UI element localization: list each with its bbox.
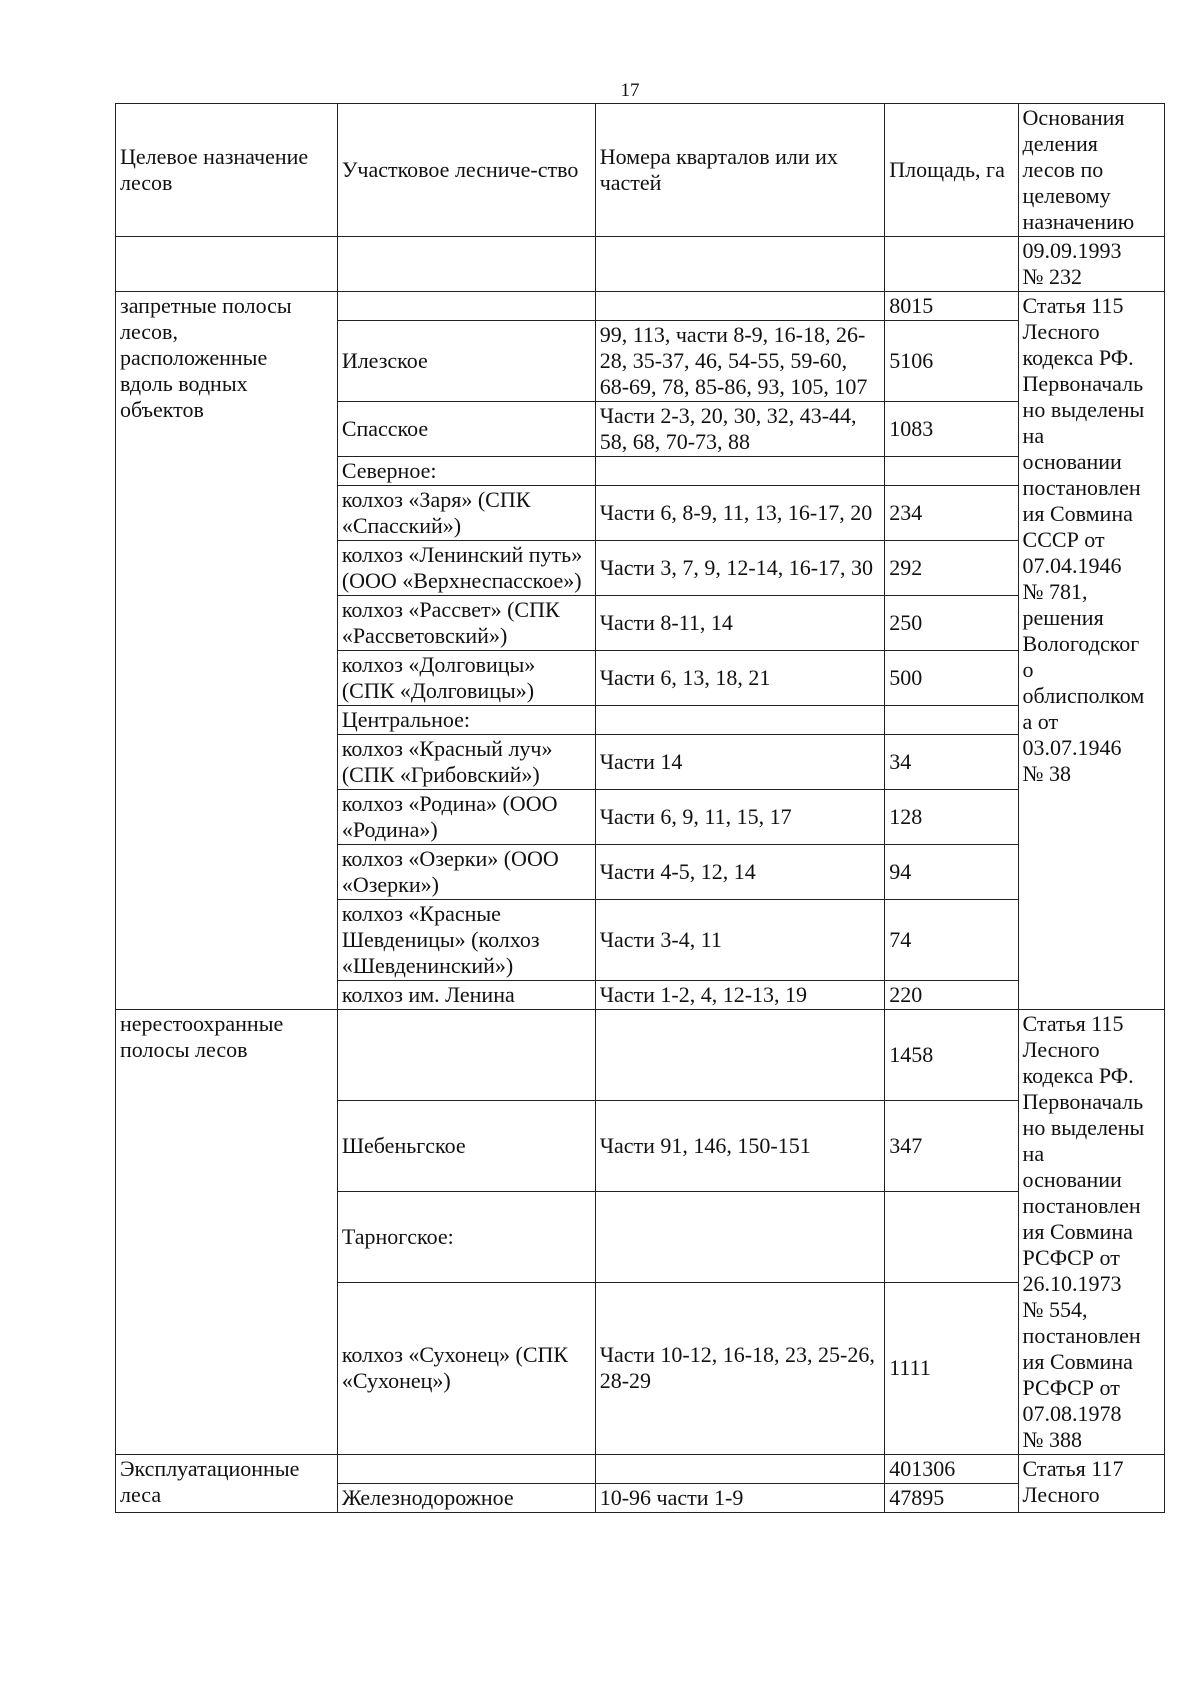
quarters-cell: Части 6, 8-9, 11, 13, 16-17, 20: [595, 486, 885, 541]
forestry-cell: Центральное:: [337, 706, 595, 735]
area-cell: 234: [885, 486, 1018, 541]
continuation-basis: 09.09.1993 № 232: [1018, 237, 1164, 292]
forestry-cell: Северное:: [337, 457, 595, 486]
continuation-empty: [337, 237, 595, 292]
table-header-row: [116, 104, 1165, 237]
continuation-empty: [595, 237, 885, 292]
forest-purpose-table: [115, 103, 1165, 1513]
area-cell: 1083: [885, 402, 1018, 457]
quarters-cell: Части 2-3, 20, 30, 32, 43-44, 58, 68, 70-73, 88: [595, 402, 885, 457]
quarters-cell: Части 8-11, 14: [595, 596, 885, 651]
area-cell: 250: [885, 596, 1018, 651]
quarters-cell: Части 14: [595, 735, 885, 790]
forestry-cell: колхоз «Родина» (ООО «Родина»): [337, 790, 595, 845]
quarters-cell: Части 6, 9, 11, 15, 17: [595, 790, 885, 845]
area-cell: 500: [885, 651, 1018, 706]
quarters-cell: [595, 706, 885, 735]
section-basis: Статья 115 Лесного кодекса РФ. Первоначаль но выделены на основании постановлен ия Совмина СССР от 07.04.1946 № 781, решения Вологодског о облисполком а от 03.07.1946 № 38: [1018, 292, 1164, 1010]
header-basis: Основания деления лесов по целевому назначению: [1018, 104, 1164, 237]
quarters-cell: Части 10-12, 16-18, 23, 25-26, 28-29: [595, 1282, 885, 1454]
forestry-cell: Спасское: [337, 402, 595, 457]
forestry-cell: колхоз «Заря» (СПК «Спасский»): [337, 486, 595, 541]
header-purpose: Целевое назначение лесов: [116, 104, 338, 237]
total-quarters-empty: [595, 1455, 885, 1484]
section-purpose: запретные полосы лесов, расположенные вдоль водных объектов: [116, 292, 338, 1010]
area-cell: [885, 706, 1018, 735]
forestry-cell: колхоз им. Ленина: [337, 981, 595, 1010]
total-quarters-empty: [595, 292, 885, 321]
area-cell: 347: [885, 1100, 1018, 1191]
area-cell: [885, 1191, 1018, 1282]
area-cell: 47895: [885, 1484, 1018, 1513]
forestry-cell: колхоз «Ленинский путь» (ООО «Верхнеспасское»): [337, 541, 595, 596]
section-purpose: нерестоохранные полосы лесов: [116, 1010, 338, 1455]
quarters-cell: Части 91, 146, 150-151: [595, 1100, 885, 1191]
section-total-area: 1458: [885, 1010, 1018, 1101]
page-number: 17: [620, 80, 640, 101]
forestry-cell: Железнодорожное: [337, 1484, 595, 1513]
section-purpose: Эксплуатационные леса: [116, 1455, 338, 1513]
forestry-cell: Шебеньгское: [337, 1100, 595, 1191]
area-cell: 5106: [885, 321, 1018, 402]
area-cell: 220: [885, 981, 1018, 1010]
section-basis: Статья 115 Лесного кодекса РФ. Первоначаль но выделены на основании постановлен ия Совмина РСФСР от 26.10.1973 № 554, постановлен ия Совмина РСФСР от 07.08.1978 № 388: [1018, 1010, 1164, 1455]
forestry-cell: Тарногское:: [337, 1191, 595, 1282]
forestry-cell: колхоз «Красный луч» (СПК «Грибовский»): [337, 735, 595, 790]
forestry-cell: колхоз «Рассвет» (СПК «Рассветовский»): [337, 596, 595, 651]
header-area: Площадь, га: [885, 104, 1018, 237]
section-total-area: 8015: [885, 292, 1018, 321]
section-total-row: [116, 1455, 1165, 1484]
quarters-cell: [595, 1191, 885, 1282]
forestry-cell: Илезское: [337, 321, 595, 402]
forestry-cell: колхоз «Красные Шевденицы» (колхоз «Шевденинский»): [337, 900, 595, 981]
total-forestry-empty: [337, 1010, 595, 1101]
quarters-cell: Части 3, 7, 9, 12-14, 16-17, 30: [595, 541, 885, 596]
continuation-row: [116, 237, 1165, 292]
header-quarters: Номера кварталов или их частей: [595, 104, 885, 237]
total-forestry-empty: [337, 292, 595, 321]
section-total-area: 401306: [885, 1455, 1018, 1484]
quarters-cell: Части 6, 13, 18, 21: [595, 651, 885, 706]
area-cell: 292: [885, 541, 1018, 596]
quarters-cell: [595, 457, 885, 486]
area-cell: 128: [885, 790, 1018, 845]
quarters-cell: Части 3-4, 11: [595, 900, 885, 981]
section-total-row: [116, 292, 1165, 321]
area-cell: 74: [885, 900, 1018, 981]
area-cell: [885, 457, 1018, 486]
quarters-cell: Части 1-2, 4, 12-13, 19: [595, 981, 885, 1010]
area-cell: 34: [885, 735, 1018, 790]
forestry-cell: колхоз «Долговицы» (СПК «Долговицы»): [337, 651, 595, 706]
forestry-cell: колхоз «Сухонец» (СПК «Сухонец»): [337, 1282, 595, 1454]
continuation-empty: [885, 237, 1018, 292]
section-total-row: [116, 1010, 1165, 1101]
total-forestry-empty: [337, 1455, 595, 1484]
area-cell: 1111: [885, 1282, 1018, 1454]
continuation-empty: [116, 237, 338, 292]
header-forestry: Участковое лесниче-ство: [337, 104, 595, 237]
area-cell: 94: [885, 845, 1018, 900]
section-basis: Статья 117 Лесного: [1018, 1455, 1164, 1513]
quarters-cell: Части 4-5, 12, 14: [595, 845, 885, 900]
forestry-cell: колхоз «Озерки» (ООО «Озерки»): [337, 845, 595, 900]
quarters-cell: 10-96 части 1-9: [595, 1484, 885, 1513]
quarters-cell: 99, 113, части 8-9, 16-18, 26-28, 35-37, 46, 54-55, 59-60, 68-69, 78, 85-86, 93, 105, 107: [595, 321, 885, 402]
total-quarters-empty: [595, 1010, 885, 1101]
